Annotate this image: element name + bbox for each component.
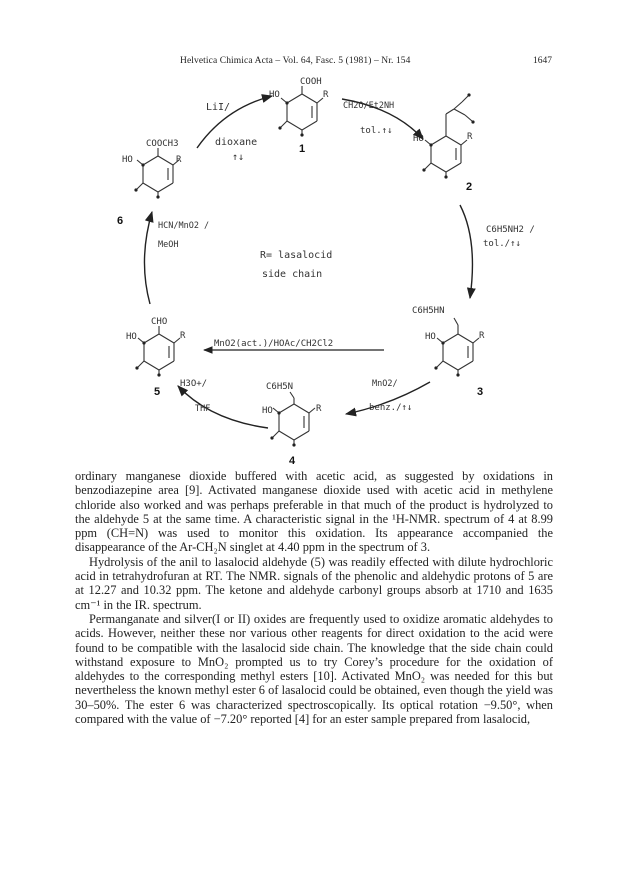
reagent-6-1-a: LiI/ <box>206 102 231 113</box>
c2-right-group: R <box>467 132 473 142</box>
c6-right-group: R <box>176 155 182 165</box>
reagent-2-3-a: C6H5NH2 / <box>486 225 535 235</box>
paragraph-2: Hydrolysis of the anil to lasalocid aldehyde (5) was readily effected with dilute hydrochloric acid in tetrahydrofuran at RT. The NMR. signals of the phenolic and aldehydic protons of 5 are at 12.27 and 10.32 ppm. The ketone and aldehyde carbonyl groups absorb at 1710 and 1635 cm⁻¹ in the IR. spectrum. <box>75 554 553 612</box>
c6-top-group: COOCH3 <box>146 139 179 149</box>
paragraph-1: ordinary manganese dioxide buffered with acetic acid, as suggested by oxidations in benzodiazepine area [9]. Activated manganese dioxide used with acetic acid in methylene chloride also worked and was perhaps preferable in that much of the product is hydrolyzed to the aldehyde 5 at the same time. A characteristic signal in the ¹H-NMR. spectrum of 4 at 8.99 ppm (CH=N) was used to monitor this oxidation. Its appearance accompanied the disappearance of the Ar-CH₂N singlet at 4.40 ppm in the spectrum of 3. <box>75 469 553 555</box>
compound-2 <box>425 96 472 176</box>
compound-4 <box>273 392 315 444</box>
c1-left-group: HO <box>269 90 280 100</box>
reagent-1-2-b: tol.↑↓ <box>360 126 393 136</box>
reagent-3-4-a: MnO2/ <box>372 379 398 389</box>
reagent-3-5: MnO2(act.)/HOAc/CH2Cl2 <box>214 339 334 349</box>
reagent-4-5-b: THF <box>195 404 211 414</box>
compound-5 <box>138 326 180 374</box>
arrow-5-to-6 <box>144 212 152 304</box>
arrow-2-to-3 <box>460 205 472 298</box>
c3-right-group: R <box>479 331 485 341</box>
c5-label: 5 <box>154 386 161 398</box>
r-definition-line2: side chain <box>262 269 323 280</box>
c4-right-group: R <box>316 404 322 414</box>
c1-top-group: COOH <box>300 77 322 87</box>
c2-label: 2 <box>466 181 473 193</box>
reagent-6-1-c: ↑↓ <box>232 152 245 163</box>
c3-left-group: HO <box>425 332 436 342</box>
reagent-1-2-a: CH2O/Et2NH <box>343 101 395 111</box>
paragraph-3: Permanganate and silver(I or II) oxides are frequently used to oxidize aromatic aldehydes to acids. However, neither these nor various other reagents for direct oxidation to the acid were found to be compatible with the lasalocid side chain. The knowledge that the side chain could withstand exposure to MnO₂ prompted us to try Corey’s procedure for the oxidation of aldehydes to the corresponding methyl esters [10]. Activated MnO₂ was needed for this but nevertheless the known methyl ester 6 of lasalocid could be obtained, even though the yield was 30–50%. The ester 6 was characterized spectroscopically. Its optical rotation −9.50°, when compared with the value of −7.20° reported [4] for an ester sample prepared from lasalocid, <box>75 611 553 727</box>
c6-label: 6 <box>117 215 124 227</box>
c3-top-group: C6H5HN <box>412 306 445 316</box>
c4-top-group: C6H5N <box>266 382 294 392</box>
reagent-6-1-b: dioxane <box>215 137 258 148</box>
c2-left-group: HO <box>413 134 424 144</box>
c4-left-group: HO <box>262 406 273 416</box>
reagent-3-4-b: benz./↑↓ <box>369 403 413 413</box>
journal-citation: Helvetica Chimica Acta – Vol. 64, Fasc. 5 (1981) – Nr. 154 <box>180 56 411 66</box>
compound-1 <box>281 86 323 134</box>
c5-top-group: CHO <box>151 317 168 327</box>
c3-label: 3 <box>477 386 484 398</box>
c5-left-group: HO <box>126 332 137 342</box>
c6-left-group: HO <box>122 155 133 165</box>
c4-label: 4 <box>289 455 296 467</box>
compound-6 <box>137 148 179 196</box>
c1-right-group: R <box>323 90 329 100</box>
page-number: 1647 <box>533 56 552 66</box>
arrow-4-to-5 <box>178 386 268 428</box>
r-definition-line1: R= lasalocid <box>260 250 333 261</box>
c1-label: 1 <box>299 143 306 155</box>
article-body <box>75 469 553 726</box>
c5-right-group: R <box>180 331 186 341</box>
reagent-4-5-a: H3O+/ <box>180 379 208 389</box>
reagent-5-6-b: MeOH <box>158 240 179 250</box>
compound-3 <box>437 318 479 374</box>
reagent-5-6-a: HCN/MnO2 / <box>158 221 210 231</box>
reagent-2-3-b: tol./↑↓ <box>483 239 521 249</box>
